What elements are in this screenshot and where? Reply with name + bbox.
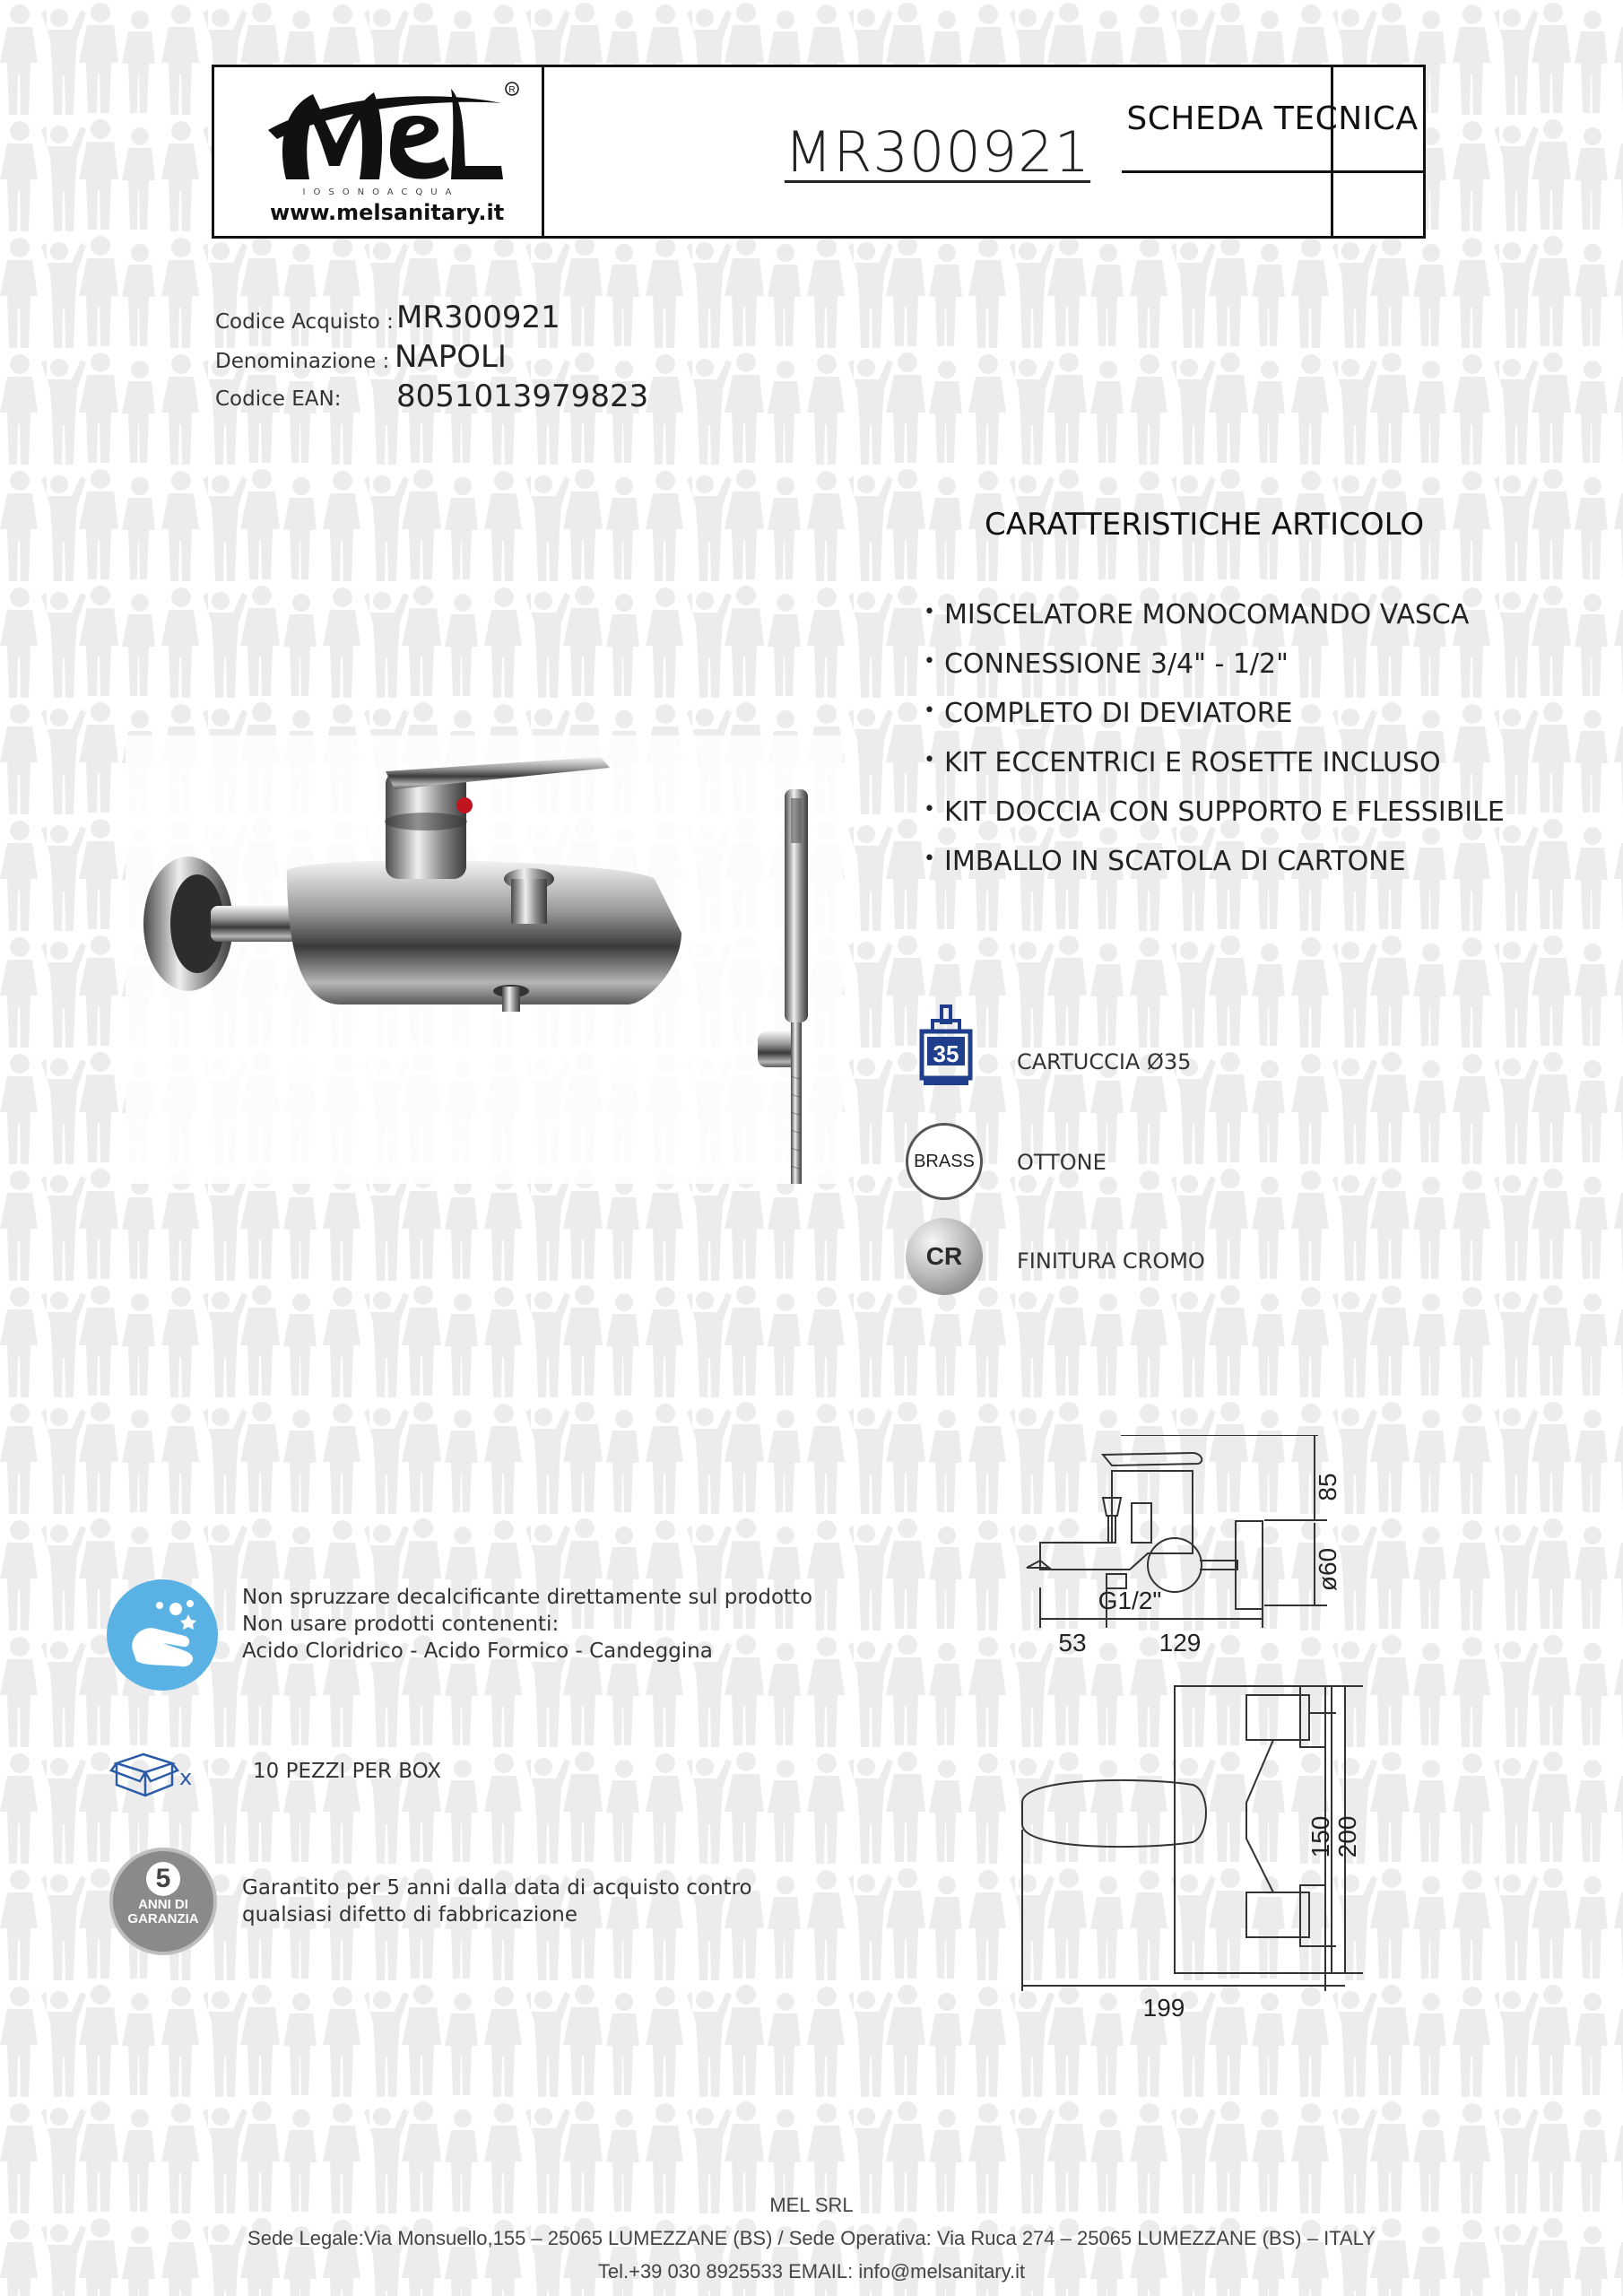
feature-item: • COMPLETO DI DEVIATORE	[924, 698, 1293, 729]
dim-thread: G1/2"	[1098, 1587, 1162, 1614]
dim-spout: 53	[1058, 1629, 1087, 1657]
dim-width: 199	[1142, 1994, 1185, 2022]
codice-acquisto-value: MR300921	[396, 300, 560, 335]
side-view-dimensions	[1013, 1435, 1372, 1659]
dim-inner: 150	[1306, 1815, 1334, 1858]
cartridge-label: CARTUCCIA Ø35	[1017, 1049, 1192, 1074]
brand-logo-cell	[214, 67, 544, 236]
feature-item: • MISCELATORE MONOCOMANDO VASCA	[924, 599, 1469, 631]
dim-height-85: 85	[1314, 1473, 1341, 1501]
brass-label: OTTONE	[1017, 1150, 1107, 1175]
brand-tagline: IOSONOACQUA	[302, 187, 460, 197]
features-title: CARATTERISTICHE ARTICOLO	[985, 507, 1425, 543]
ean-label: Codice EAN:	[215, 387, 342, 411]
care-line-1: Non spruzzare decalcificante direttamente sul prodotto	[242, 1586, 813, 1609]
dim-diameter: ø60	[1314, 1547, 1341, 1592]
feature-item: • CONNESSIONE 3/4" - 1/2"	[924, 648, 1289, 680]
ean-value: 8051013979823	[396, 378, 649, 414]
website-link[interactable]: www.melsanitary.it	[270, 200, 505, 225]
footer	[0, 2188, 1623, 2288]
care-line-2: Non usare prodotti contenenti:	[242, 1613, 560, 1636]
chrome-label: FINITURA CROMO	[1017, 1248, 1205, 1274]
warranty-badge-line-2: GARANZIA	[127, 1911, 199, 1926]
hand-wash-care-icon	[106, 1578, 219, 1692]
box-icon	[109, 1747, 181, 1801]
warranty-line-1: Garantito per 5 anni dalla data di acquisto contro	[242, 1876, 752, 1900]
denominazione-label: Denominazione :	[215, 350, 390, 373]
svg-text:R: R	[508, 85, 516, 95]
feature-item: • KIT DOCCIA CON SUPPORTO E FLESSIBILE	[924, 796, 1505, 828]
care-line-3: Acido Cloridrico - Acido Formico - Candeggina	[242, 1639, 713, 1663]
cartridge-number: 35	[933, 1040, 959, 1067]
doc-type-title: SCHEDA TECNICA	[1122, 67, 1423, 173]
dim-outer: 200	[1333, 1815, 1361, 1858]
doc-type-cell	[1122, 67, 1423, 236]
feature-item: • IMBALLO IN SCATOLA DI CARTONE	[924, 846, 1406, 877]
warranty-years: 5	[146, 1862, 180, 1896]
footer-address: Sede Legale:Via Monsuello,155 – 25065 LUMEZZANE (BS) / Sede Operativa: Via Ruca 274 – 25065 LUMEZZANE (BS) – ITALY	[247, 2227, 1376, 2249]
footer-contact: Tel.+39 030 8925533 EMAIL: info@melsanitary.it	[597, 2260, 1026, 2283]
brass-icon: BRASS	[906, 1123, 983, 1200]
feature-item: • KIT ECCENTRICI E ROSETTE INCLUSO	[924, 747, 1441, 778]
warranty-badge	[109, 1848, 217, 1955]
header-box	[212, 65, 1426, 239]
dim-depth: 129	[1159, 1629, 1202, 1657]
denominazione-value: NAPOLI	[395, 339, 507, 375]
header-product-code: MR300921	[784, 118, 1091, 185]
pieces-per-box: 10 PEZZI PER BOX	[253, 1760, 442, 1783]
chrome-finish-icon: CR	[906, 1218, 983, 1295]
box-multiplier: x	[179, 1765, 193, 1790]
top-view-dimensions	[1004, 1677, 1381, 2022]
footer-company: MEL SRL	[769, 2194, 854, 2216]
product-photo	[126, 735, 843, 1184]
warranty-badge-line-1: ANNI DI	[138, 1897, 188, 1912]
codice-acquisto-label: Codice Acquisto :	[215, 310, 394, 334]
warranty-line-2: qualsiasi difetto di fabbricazione	[242, 1903, 578, 1926]
mel-logo	[259, 76, 519, 193]
